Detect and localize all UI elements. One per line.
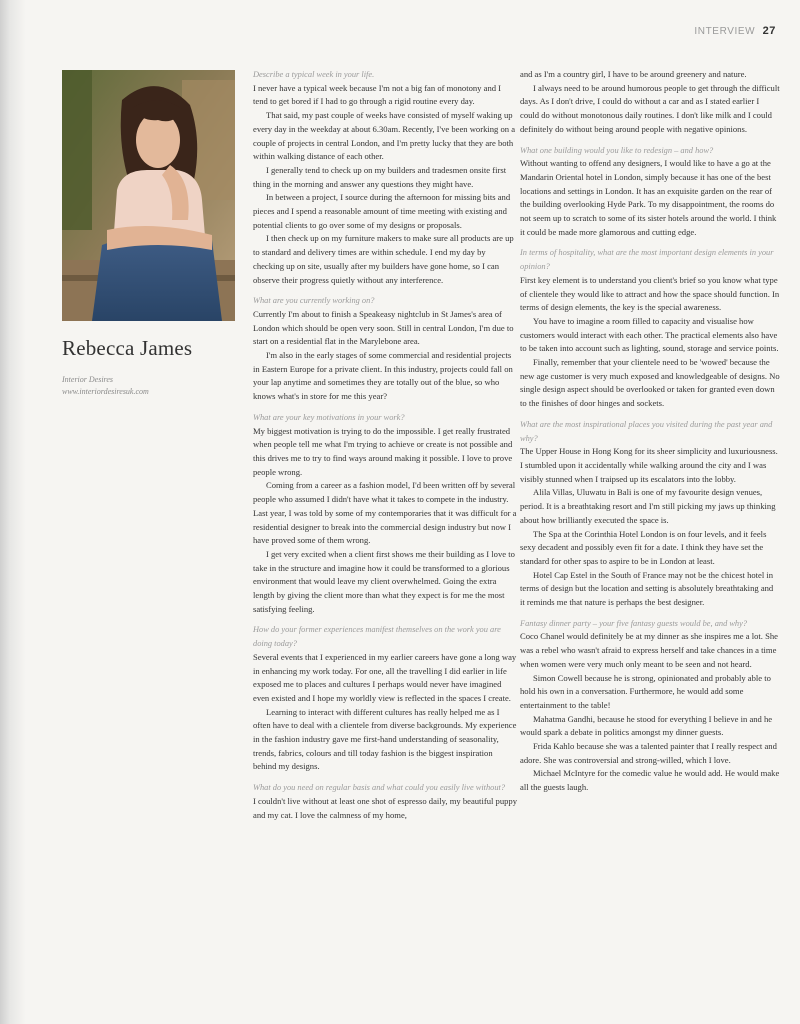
interviewee-affiliation — [62, 374, 242, 398]
answer-paragraph: Mahatma Gandhi, because he stood for everything I believe in and he would spark a debate in politics amongst my dinner guests. — [520, 713, 773, 738]
answer-paragraph: I'm also in the early stages of some commercial and residential projects in Eastern Europe for a private client. In this industry, projects could fall on your lap anytime and sometimes they are totally out of the blue, so who knows what's in store for me this year? — [253, 350, 513, 402]
company-website: www.interiordesiresuk.com — [62, 387, 149, 396]
answer-paragraph: I then check up on my furniture makers to make sure all products are up to standard and delivery times are within schedule. I end my day by checking up on site, usually after my builders have gone home, so I can observe their progress quietly without any interference. — [253, 233, 514, 285]
answer-paragraph: Finally, remember that your clientele need to be 'wowed' because the new age customer is very much exposed and knowledgeable of designs. No single design aspect should be overlooked or taken for granted even down to the finishes of door hinges and sockets. — [520, 357, 780, 409]
section-spacer — [520, 137, 780, 144]
section-spacer — [520, 610, 780, 617]
answer-paragraph: You have to imagine a room filled to capacity and visualise how customers would interact with each other. The practical elements also have to be taken into account such as lighting, sound, storage and service points. — [520, 315, 779, 354]
section-spacer — [253, 616, 517, 623]
interview-question: Fantasy dinner party – your five fantasy guests would be, and why? — [520, 618, 748, 628]
answer-paragraph: My biggest motivation is trying to do the impossible. I get really frustrated when people tell me what I'm trying to achieve or create is not possible and this drives me to try to find ways around making it possible. I love to prove people wrong. — [253, 425, 513, 477]
answer-paragraph: The Spa at the Corinthia Hotel London is on four levels, and it feels sexy decadent and possibly even fit for a date. I think they have set the standard for other spas to aspire to be in London at least. — [520, 528, 767, 566]
answer-paragraph: That said, my past couple of weeks have consisted of myself waking up every day in the weekday at about 6.30am. Recently, I've been working on a couple of projects in central London, and I'm pretty lucky that they are both within walking distance of each other. — [253, 110, 516, 162]
section-spacer — [520, 411, 780, 418]
section-spacer — [253, 404, 517, 411]
interview-question: Describe a typical week in your life. — [253, 70, 375, 79]
article-column-left — [253, 68, 517, 822]
interview-question: What do you need on regular basis and what could you easily live without? — [253, 783, 506, 793]
company-name: Interior Desires — [62, 375, 114, 384]
answer-paragraph: First key element is to understand you client's brief so you know what type of clientele they would like to attract and how the space should function. In terms of design elements, the key is the special awareness. — [520, 274, 780, 313]
answer-paragraph: Michael McIntyre for the comedic value he would add. He would make all the guests laugh. — [520, 768, 780, 793]
answer-paragraph: Hotel Cap Estel in the South of France may not be the chicest hotel in terms of design but the location and setting is absolutely breathtaking and it reminds me that nature is perhaps the best designer. — [520, 569, 774, 608]
answer-paragraph: and as I'm a country girl, I have to be around greenery and nature. — [520, 69, 747, 79]
interview-question: What are your key motivations in your work? — [253, 412, 405, 422]
answer-paragraph: I generally tend to check up on my builders and tradesmen onsite first thing in the morning and answer any questions they might have. — [253, 164, 507, 189]
interviewee-name: Rebecca James — [62, 336, 193, 360]
section-label: INTERVIEW — [694, 26, 756, 37]
article-column-right — [520, 68, 780, 795]
answer-paragraph: Coming from a career as a fashion model, I'd been written off by several people who assumed I didn't have what it takes to compete in the industry. Last year, I was told by some of my contemporaries that it was difficult for a residential designer to break into the commercial design industry but now I have proved some of them wrong. — [253, 480, 517, 546]
answer-paragraph: I get very excited when a client first shows me their building as I love to take in the structure and imagine how it could be transformed to a glorious environment that would leave my client overwhelmed. Going the extra length by giving the client more than what they expect is for me the most satisfying feeling. — [253, 548, 515, 614]
answer-paragraph: Coco Chanel would definitely be at my dinner as she inspires me a lot. She was a rebel who wasn't afraid to express herself and take chances in a time when women were very much only meant to be seen and not heard. — [520, 631, 778, 669]
section-spacer — [520, 239, 780, 246]
page-number: 27 — [762, 25, 776, 37]
interview-question: What one building would you like to redesign – and how? — [520, 145, 714, 155]
answer-paragraph: In between a project, I source during the afternoon for missing bits and pieces and I spend a reasonable amount of time meeting with existing and potential clients to go over some of my designs or proposals. — [253, 192, 511, 230]
section-spacer — [253, 774, 517, 781]
page-header — [694, 25, 776, 37]
portrait-photo — [62, 70, 235, 321]
answer-paragraph: I couldn't live without at least one shot of espresso daily, my beautiful puppy and my cat. I love the calmness of my home, — [253, 795, 518, 820]
answer-paragraph: Simon Cowell because he is strong, opinionated and probably able to hold his own in a conversation. Furthermore, he would add some entertainment to the table! — [520, 672, 771, 710]
section-spacer — [253, 287, 517, 294]
interview-question: In terms of hospitality, what are the most important design elements in your opinion? — [520, 248, 774, 272]
interview-question: What are the most inspirational places you visited during the past year and why? — [520, 419, 773, 443]
answer-paragraph: Alila Villas, Uluwatu in Bali is one of my favourite design venues, period. It is a breathtaking resort and I'm still picking my jaws up thinking about how brilliantly executed the space is. — [520, 487, 776, 525]
answer-paragraph: Without wanting to offend any designers, I would like to have a go at the Mandarin Oriental hotel in London, simply because it has one of the best locations and settings in London. It has an exquisite garden on the rear of the building overlooking Hyde Park. To my disappointment, the rooms do not seem up to scratch to some of its sister hotels around the world. I think it could be made more glamorous and cutting edge. — [520, 158, 777, 237]
answer-paragraph: I always need to be around humorous people to get through the difficult days. As I don't drive, I could do without a car and as I stated earlier I could do without monotonous daily routines. I don't like milk and I could definitely do without being around people with negative opinions. — [520, 82, 780, 134]
answer-paragraph: Frida Kahlo because she was a talented painter that I really respect and adore. She was controversial and strong-willed, which I love. — [520, 741, 777, 765]
interview-question: What are you currently working on? — [253, 296, 375, 306]
answer-paragraph: Several events that I experienced in my earlier careers have gone a long way in enhancing my work today. For one, all the travelling I did earlier in life exposed me to places and cultures I perhaps would never have imagined even existed and I hope my worldly view is reflected in the spaces I create. — [253, 651, 517, 703]
answer-paragraph: Learning to interact with different cultures has really helped me as I often have to deal with a clientele from diverse backgrounds. My experience in the fashion industry gave me first-hand understanding of seasonality, trends, fabrics, colours and till today fashion is the biggest inspiration behind my designs. — [253, 706, 517, 772]
interview-question: How do your former experiences manifest themselves on the work you are doing today? — [253, 625, 501, 649]
answer-paragraph: I never have a typical week because I'm not a big fan of monotony and I tend to get bored if I had to go through a rigid routine every day. — [253, 82, 502, 107]
answer-paragraph: The Upper House in Hong Kong for its sheer simplicity and luxuriousness. I stumbled upon it accidentally while walking around the city and I was visibly stunned when I traipsed up its escalators into the lobby. — [520, 446, 778, 484]
answer-paragraph: Currently I'm about to finish a Speakeasy nightclub in St James's area of London which should be open very soon. Still in central London, I'm due to start on a residential flat in the Marylebone area. — [253, 308, 514, 347]
